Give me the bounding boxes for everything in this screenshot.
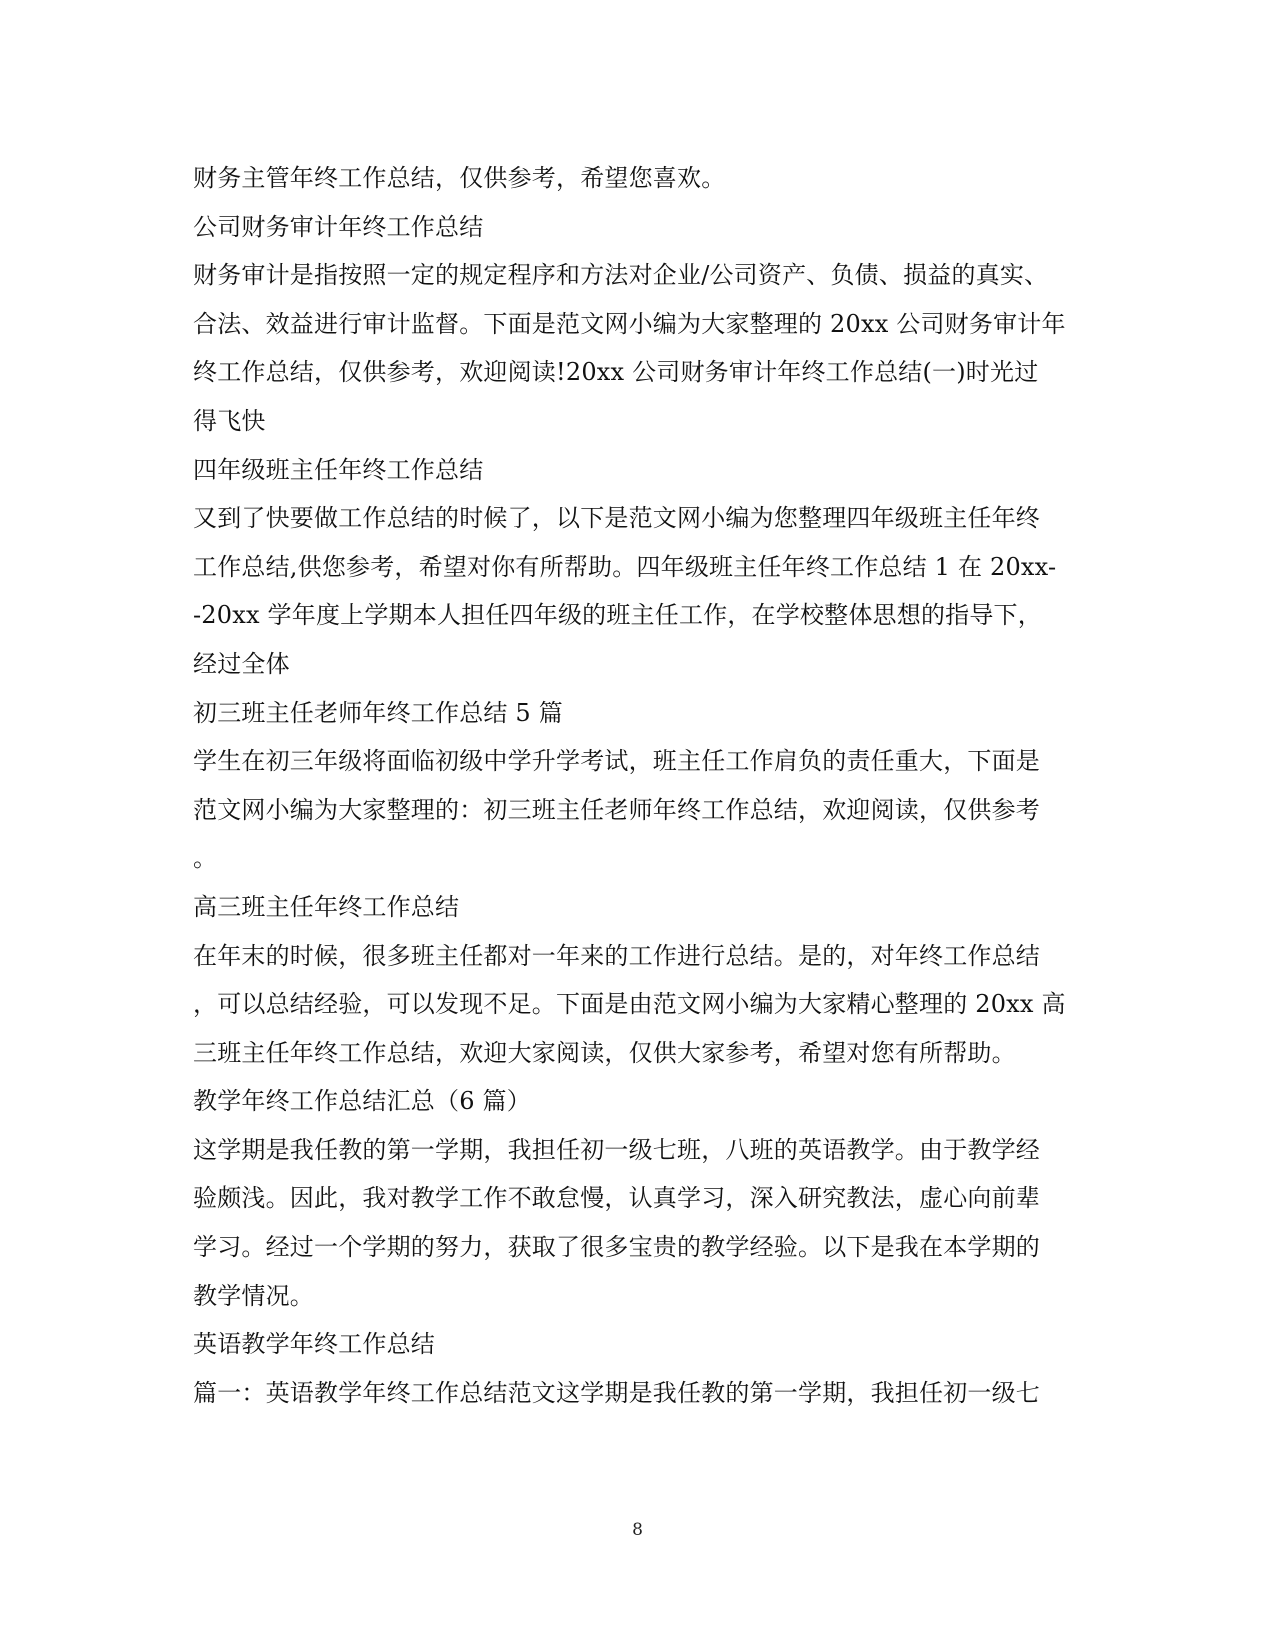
text-line: 在年末的时候，很多班主任都对一年来的工作进行总结。是的，对年终工作总结	[193, 941, 1040, 970]
text-line: ，可以总结经验，可以发现不足。下面是由范文网小编为大家精心整理的 20xx 高	[193, 990, 1066, 1019]
text-line: 财务主管年终工作总结，仅供参考，希望您喜欢。	[193, 164, 726, 192]
text-line: -20xx 学年度上学期本人担任四年级的班主任工作，在学校整体思想的指导下，	[193, 601, 1042, 630]
section-heading: 公司财务审计年终工作总结	[193, 212, 484, 241]
text-line: 学习。经过一个学期的努力，获取了很多宝贵的教学经验。以下是我在本学期的	[193, 1233, 1040, 1262]
text-line: 又到了快要做工作总结的时候了，以下是范文网小编为您整理四年级班主任年终	[193, 504, 1040, 533]
text-line: 范文网小编为大家整理的：初三班主任老师年终工作总结，欢迎阅读，仅供参考	[193, 795, 1040, 824]
text-line: 经过全体	[193, 649, 290, 678]
text-line: 这学期是我任教的第一学期，我担任初一级七班，八班的英语教学。由于教学经	[193, 1135, 1040, 1164]
section-heading: 教学年终工作总结汇总（6 篇）	[193, 1087, 531, 1116]
text-line: 工作总结,供您参考，希望对你有所帮助。四年级班主任年终工作总结 1 在 20xx-	[193, 552, 1057, 581]
section-heading: 初三班主任老师年终工作总结 5 篇	[193, 698, 563, 727]
text-line: 验颇浅。因此，我对教学工作不敢怠慢，认真学习，深入研究教法，虚心向前辈	[193, 1184, 1040, 1213]
text-line: 终工作总结，仅供参考，欢迎阅读!20xx 公司财务审计年终工作总结(一)时光过	[193, 358, 1039, 387]
text-line: 财务审计是指按照一定的规定程序和方法对企业/公司资产、负债、损益的真实、	[193, 261, 1049, 290]
text-line: 教学情况。	[193, 1281, 314, 1310]
text-line: 得飞快	[193, 406, 266, 435]
text-line: 学生在初三年级将面临初级中学升学考试，班主任工作肩负的责任重大，下面是	[193, 747, 1040, 776]
text-line: 。	[193, 844, 218, 873]
page-number: 8	[632, 1520, 643, 1540]
section-heading: 高三班主任年终工作总结	[193, 892, 460, 921]
document-body	[193, 154, 1083, 1417]
text-line: 篇一：英语教学年终工作总结范文这学期是我任教的第一学期，我担任初一级七	[193, 1378, 1040, 1407]
section-heading: 英语教学年终工作总结	[193, 1330, 435, 1359]
section-heading: 四年级班主任年终工作总结	[193, 455, 484, 484]
text-line: 合法、效益进行审计监督。下面是范文网小编为大家整理的 20xx 公司财务审计年	[193, 309, 1066, 338]
text-line: 三班主任年终工作总结，欢迎大家阅读，仅供大家参考，希望对您有所帮助。	[193, 1038, 1016, 1067]
